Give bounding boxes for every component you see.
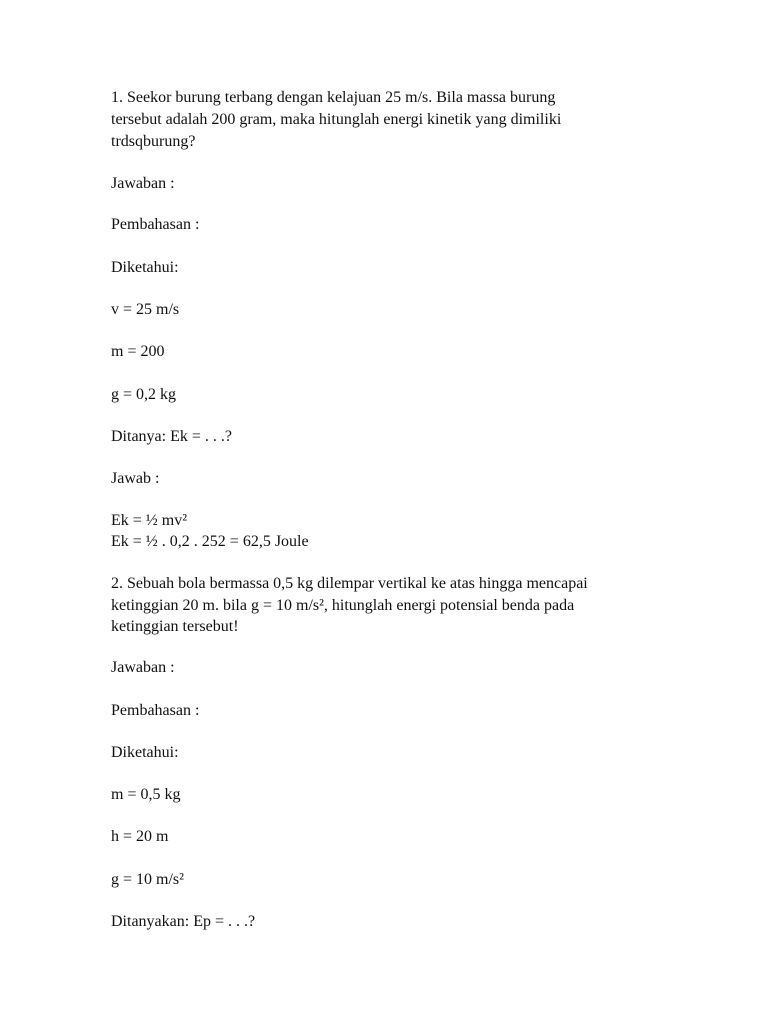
q2-text-line-1: 2. Sebuah bola bermassa 0,5 kg dilempar vertikal ke atas hingga mencapai xyxy=(111,575,588,592)
q2-height: h = 20 m xyxy=(111,828,169,845)
q2-g: g = 10 m/s² xyxy=(111,871,184,888)
q1-formula-1: Ek = ½ mv² xyxy=(111,512,188,529)
q1-text-line-3: trdsqburung? xyxy=(111,133,196,150)
q1-mass: m = 200 xyxy=(111,343,165,360)
q1-diketahui: Diketahui: xyxy=(111,259,179,276)
q1-ditanya: Ditanya: Ek = . . .? xyxy=(111,428,232,445)
q1-jawab: Jawab : xyxy=(111,470,160,487)
q1-text-line-1: 1. Seekor burung terbang dengan kelajuan 25 m/s. Bila massa burung xyxy=(111,89,556,106)
q1-jawaban: Jawaban : xyxy=(111,175,175,192)
q2-jawaban: Jawaban : xyxy=(111,659,175,676)
q1-formula-2: Ek = ½ . 0,2 . 252 = 62,5 Joule xyxy=(111,533,309,550)
q2-pembahasan: Pembahasan : xyxy=(111,702,200,719)
q1-text-line-2: tersebut adalah 200 gram, maka hitunglah energi kinetik yang dimiliki xyxy=(111,111,562,128)
q2-ditanyakan: Ditanyakan: Ep = . . .? xyxy=(111,913,256,930)
q2-text-line-2: ketinggian 20 m. bila g = 10 m/s², hitunglah energi potensial benda pada xyxy=(111,597,575,614)
q2-mass: m = 0,5 kg xyxy=(111,786,181,803)
q1-velocity: v = 25 m/s xyxy=(111,301,180,318)
q1-pembahasan: Pembahasan : xyxy=(111,216,200,233)
q2-diketahui: Diketahui: xyxy=(111,744,179,761)
q2-text-line-3: ketinggian tersebut! xyxy=(111,618,239,635)
q1-g: g = 0,2 kg xyxy=(111,386,177,403)
